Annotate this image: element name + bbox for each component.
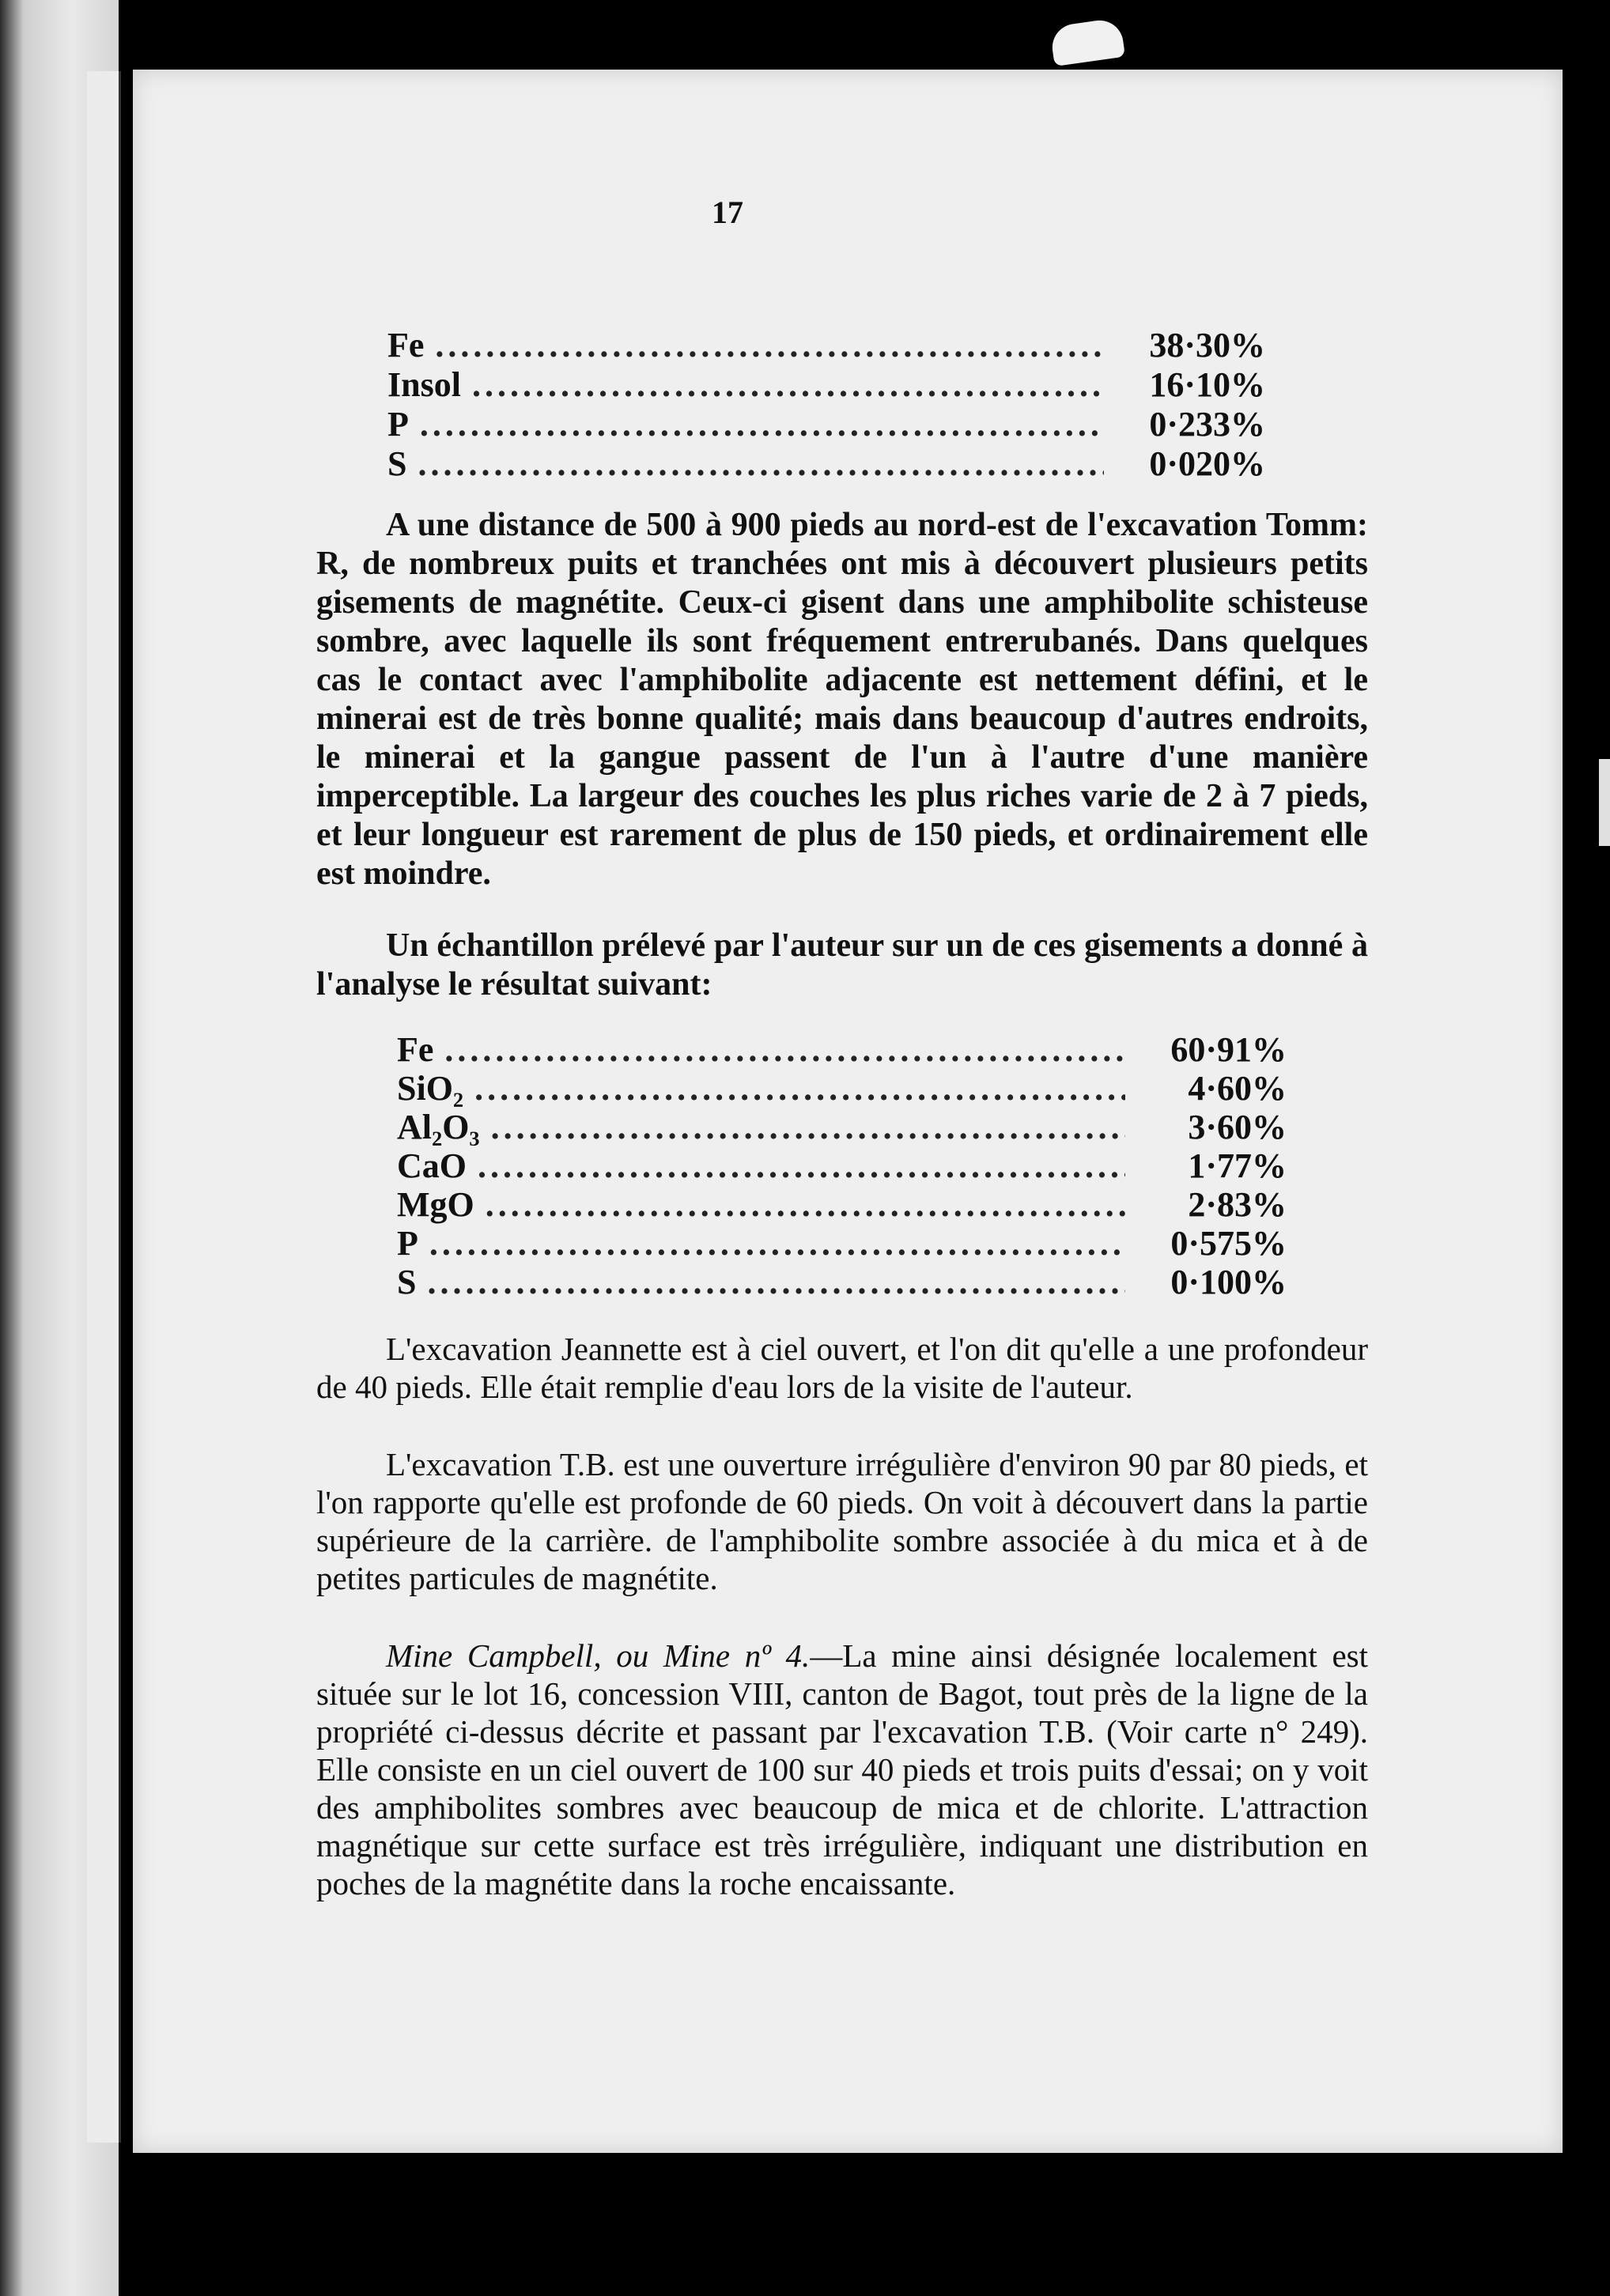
percentage-value: 0·575% bbox=[1170, 1224, 1287, 1263]
leader-dots bbox=[474, 1069, 1125, 1108]
element-label: P bbox=[387, 405, 409, 444]
percentage-value: 1·77% bbox=[1188, 1146, 1287, 1185]
analysis-row bbox=[387, 405, 1265, 444]
leader-dots bbox=[486, 1185, 1125, 1224]
element-label: P bbox=[397, 1224, 418, 1263]
element-label: CaO bbox=[397, 1146, 467, 1185]
analysis-row bbox=[397, 1069, 1287, 1108]
leader-dots bbox=[427, 1263, 1125, 1301]
percentage-value: 60·91% bbox=[1170, 1030, 1287, 1069]
paragraph-1: A une distance de 500 à 900 pieds au nord-est de l'excavation Tomm: R, de nombreux puits et tranchées ont mis à découvert plusieurs petits gisements de magnétite. Ceux-ci gisent dans une amphibolite schisteuse sombre, avec laquelle ils sont fréquement entrerubanés. Dans quelques cas le contact avec l'amphibolite adjacente est nettement défini, et le minerai est de très bonne qualité; mais dans beaucoup d'autres endroits, le minerai et la gangue passent de l'un à l'autre d'une manière imperceptible. La largeur des couches les plus riches varie de 2 à 7 pieds, et leur longueur est rarement de plus de 150 pieds, et ordinairement elle est moindre. bbox=[316, 507, 1368, 892]
leader-dots bbox=[444, 1030, 1125, 1069]
paragraph-2: Un échantillon prélevé par l'auteur sur un de ces gisements a donné à l'analyse le résultat suivant: bbox=[316, 927, 1368, 1003]
paragraph-3: L'excavation Jeannette est à ciel ouvert, et l'on dit qu'elle a une profondeur de 40 pieds. Elle était remplie d'eau lors de la visite de l'auteur. bbox=[316, 1331, 1368, 1405]
element-label: SiO₂ bbox=[397, 1069, 464, 1108]
analysis-row bbox=[397, 1030, 1287, 1069]
mine-heading: Mine Campbell, ou Mine nº 4. bbox=[386, 1637, 811, 1674]
element-label: Fe bbox=[387, 326, 425, 364]
analysis-row bbox=[387, 326, 1265, 365]
percentage-value: 0·233% bbox=[1149, 405, 1265, 444]
paragraph-5-text: —La mine ainsi désignée localement est située sur le lot 16, concession VIII, canton de Bagot, tout près de la ligne de la propriété ci-dessus décrite et passant par l'excavation T.B. (Voir carte n° 249). Elle consiste en un ciel ouvert de 100 sur 40 pieds et trois puits d'essai; on y voit des amphibolites sombres avec beaucoup de mica et de chlorite. L'attraction magnétique sur cette surface est très irrégulière, indiquant une distribution en poches de la magnétite dans la roche encaissante. bbox=[316, 1637, 1368, 1901]
element-label: MgO bbox=[397, 1185, 474, 1224]
leader-dots bbox=[435, 326, 1104, 365]
percentage-value: 0·100% bbox=[1170, 1263, 1287, 1301]
percentage-value: 0·020% bbox=[1149, 444, 1265, 483]
analysis-row bbox=[397, 1146, 1287, 1185]
page-number: 17 bbox=[712, 194, 743, 230]
leader-dots bbox=[420, 405, 1104, 444]
percentage-value: 16·10% bbox=[1149, 365, 1265, 404]
element-label: Insol bbox=[387, 365, 461, 404]
element-label: S bbox=[387, 444, 407, 483]
analysis-row bbox=[397, 1185, 1287, 1224]
percentage-value: 2·83% bbox=[1188, 1185, 1287, 1224]
paragraph-5 bbox=[316, 1637, 1368, 1902]
analysis-row bbox=[397, 1263, 1287, 1301]
scan-artifact-mark bbox=[1049, 17, 1125, 66]
element-label: Fe bbox=[397, 1030, 434, 1069]
leader-dots bbox=[418, 444, 1104, 484]
analysis-table-2 bbox=[397, 1030, 1287, 1301]
leader-dots bbox=[429, 1224, 1125, 1263]
paragraph-4: L'excavation T.B. est une ouverture irrégulière d'environ 90 par 80 pieds, et l'on rapporte qu'elle est profonde de 60 pieds. On voit à découvert dans la partie supérieure de la carrière. de l'amphibolite sombre associée à du mica et à de petites particules de magnétite. bbox=[316, 1446, 1368, 1596]
analysis-table-1 bbox=[387, 326, 1265, 484]
analysis-row bbox=[387, 444, 1265, 484]
element-label: S bbox=[397, 1263, 417, 1301]
leader-dots bbox=[491, 1108, 1125, 1146]
analysis-row bbox=[397, 1108, 1287, 1146]
facing-page-edge bbox=[87, 71, 121, 2143]
leader-dots bbox=[472, 365, 1104, 405]
scan-artifact-right bbox=[1599, 759, 1610, 846]
percentage-value: 4·60% bbox=[1188, 1069, 1287, 1108]
analysis-row bbox=[387, 365, 1265, 405]
analysis-row bbox=[397, 1224, 1287, 1263]
percentage-value: 3·60% bbox=[1188, 1108, 1287, 1146]
leader-dots bbox=[478, 1146, 1125, 1185]
percentage-value: 38·30% bbox=[1149, 326, 1265, 364]
element-label: Al₂O₃ bbox=[397, 1108, 480, 1146]
